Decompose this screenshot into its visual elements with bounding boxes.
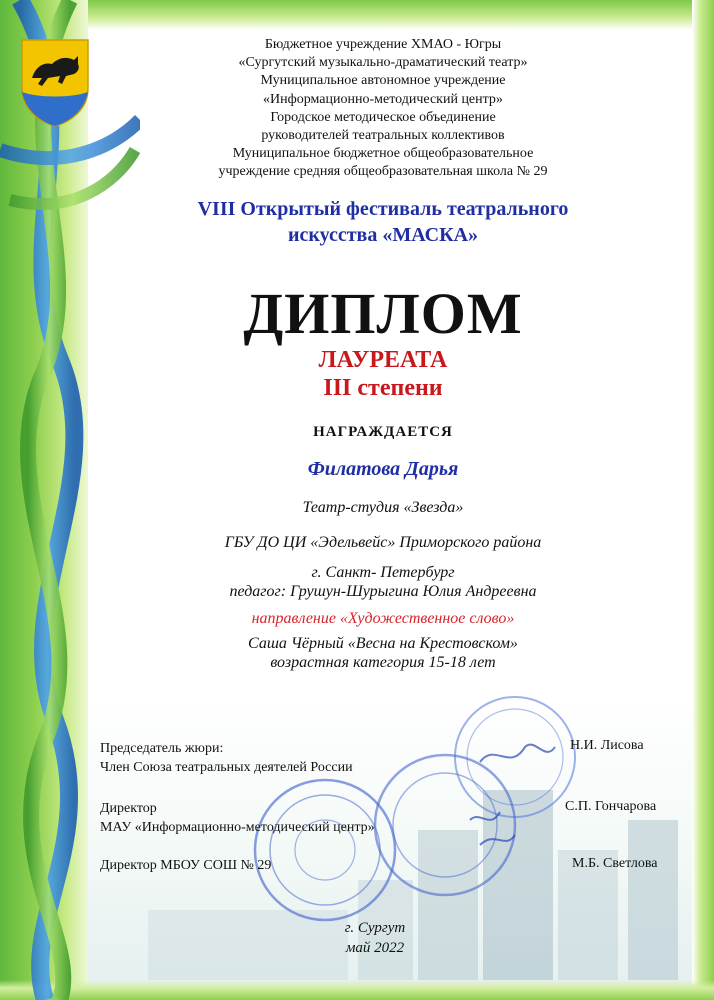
- school-director-name: М.Б. Светлова: [572, 856, 658, 871]
- festival-title: [130, 196, 636, 248]
- organizer-line: руководителей театральных коллективов: [261, 128, 505, 144]
- place-and-date: [300, 918, 450, 958]
- organizer-line: «Информационно-методический центр»: [263, 91, 503, 107]
- center-director-name: С.П. Гончарова: [565, 799, 657, 814]
- organizer-line: Городское методическое объединение: [270, 109, 496, 125]
- laureate-name: Филатова Дарья: [307, 458, 459, 480]
- diploma-degree: [130, 346, 636, 402]
- diploma-heading: ДИПЛОМ: [243, 281, 523, 346]
- signature-title-line: Директор МБОУ СОШ № 29: [100, 858, 272, 873]
- school-director-title: [100, 856, 271, 875]
- direction-label: направление «Художественное слово»: [251, 610, 515, 627]
- signature-title-line: Председатель жюри:: [100, 741, 224, 756]
- organizer-line: Бюджетное учреждение ХМАО - Югры: [264, 37, 502, 52]
- footer-city: г. Сургут: [344, 920, 406, 936]
- signature-title-line: МАУ «Информационно-методический центр»: [100, 820, 375, 835]
- festival-title-line: VIII Открытый фестиваль театрального: [197, 198, 569, 220]
- organizer-line: Муниципальное автономное учреждение: [260, 73, 506, 89]
- jury-chair-title: [100, 739, 353, 777]
- organizer-line: «Сургутский музыкально-драматический театр»: [238, 55, 528, 71]
- center-stamp: [370, 750, 520, 900]
- organizers-block: [130, 36, 636, 182]
- age-category: возрастная категория 15-18 лет: [270, 654, 496, 671]
- signature-title-line: Директор: [100, 801, 157, 816]
- degree-line: III степени: [323, 375, 443, 401]
- organizer-line: учреждение средняя общеобразовательная школа № 29: [218, 164, 548, 180]
- studio-name: Театр-студия «Звезда»: [302, 499, 464, 516]
- awarded-label: НАГРАЖДАЕТСЯ: [313, 424, 453, 440]
- jury-chair-name: Н.И. Лисова: [570, 738, 644, 753]
- center-director-title: [100, 799, 375, 837]
- degree-line: ЛАУРЕАТА: [318, 347, 448, 373]
- signature-title-line: Член Союза театральных деятелей России: [100, 760, 353, 775]
- frame-right-border: [692, 0, 714, 1000]
- coat-of-arms-logo: [18, 36, 92, 128]
- teacher-name: педагог: Грушун-Шурыгина Юлия Андреевна: [229, 583, 537, 600]
- institution-name: ГБУ ДО ЦИ «Эдельвейс» Приморского района: [224, 534, 542, 551]
- festival-title-line: искусства «МАСКА»: [287, 224, 479, 246]
- organizer-line: Муниципальное бюджетное общеобразовательное: [232, 146, 534, 162]
- performed-work: Саша Чёрный «Весна на Крестовском»: [248, 635, 518, 652]
- footer-date: май 2022: [345, 940, 405, 956]
- city-name: г. Санкт- Петербург: [311, 564, 455, 581]
